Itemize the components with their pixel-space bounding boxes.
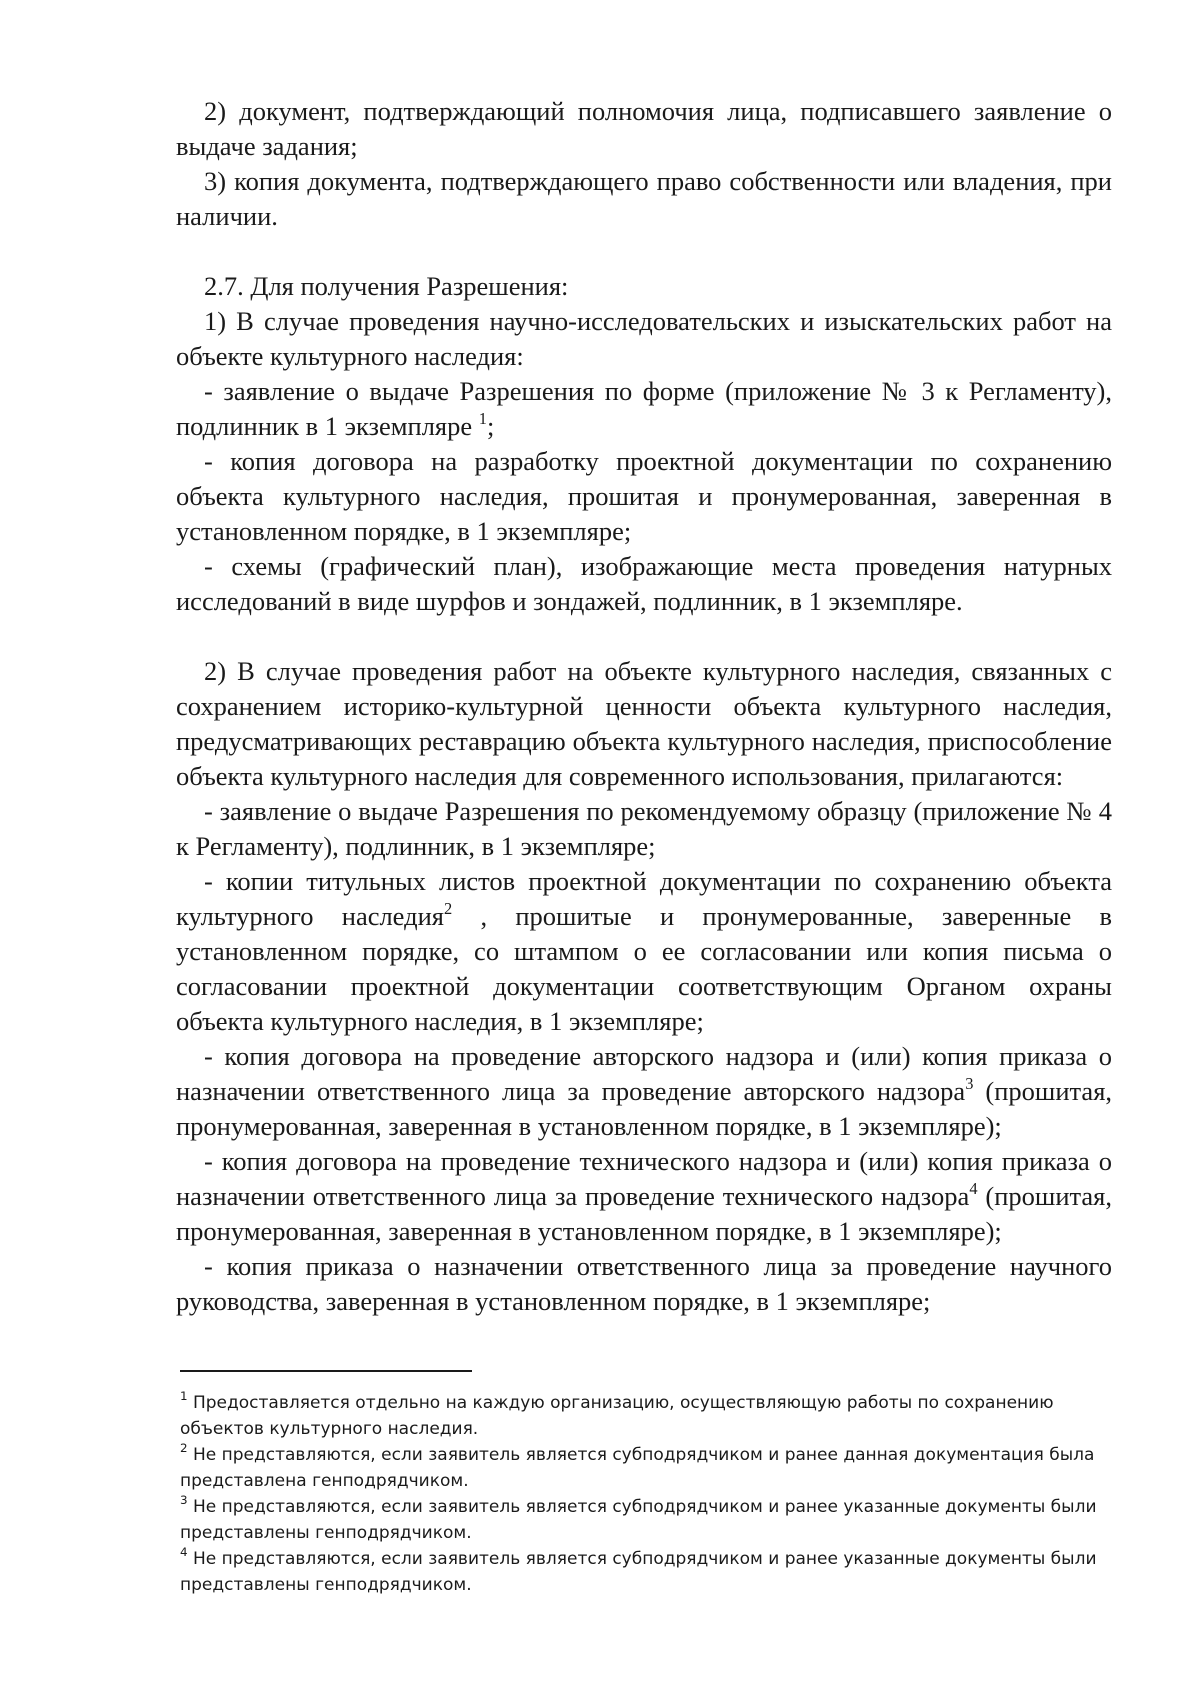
paragraph <box>176 164 1112 234</box>
paragraph-text: 1) В случае проведения научно-исследовательских и изыскательских работ на объекте культурного наследия: <box>176 306 1112 371</box>
footnote-mark: 4 <box>180 1545 188 1560</box>
paragraph-text: 2) В случае проведения работ на объекте культурного наследия, связанных с сохранением историко-культурной ценности объекта культурного наследия, предусматривающих реставрацию объекта культурного наследия, приспособление объекта культурного наследия для современного использования, прилагаются: <box>176 656 1112 791</box>
paragraph <box>176 654 1112 794</box>
paragraph-text-continued: , прошитые и пронумерованные, заверенные в установленном порядке, со штампом о ее согласовании или копия письма о согласовании проектной документации соответствующим Органом охраны объекта культурного наследия, в 1 экземпляре; <box>176 901 1112 1036</box>
footnote-reference: 1 <box>478 408 487 428</box>
paragraph-text: - копия договора на проведение технического надзора и (или) копия приказа о назначении ответственного лица за проведение технического надзора <box>176 1146 1112 1211</box>
footnote-reference: 2 <box>443 898 453 918</box>
paragraph-text-continued: (прошитая, пронумерованная, заверенная в установленном порядке, в 1 экземпляре); <box>176 1181 1112 1246</box>
paragraph-text: - копии титульных листов проектной документации по сохранению объекта культурного наследия <box>176 866 1112 931</box>
paragraph-text-continued: (прошитая, пронумерованная, заверенная в установленном порядке, в 1 экземпляре); <box>176 1076 1113 1141</box>
footnote-mark: 3 <box>180 1493 188 1508</box>
footnote-reference: 4 <box>969 1178 978 1198</box>
footnote <box>180 1442 1110 1494</box>
paragraph-text: - копия договора на проведение авторского надзора и (или) копия приказа о назначении ответственного лица за проведение авторского надзора <box>176 1041 1112 1106</box>
paragraph <box>176 444 1112 549</box>
footnote-text: Не представляются, если заявитель является субподрядчиком и ранее данная документация была представлена генподрядчиком. <box>180 1445 1095 1491</box>
paragraph <box>176 269 1112 304</box>
paragraph-text: 2) документ, подтверждающий полномочия лица, подписавшего заявление о выдаче задания; <box>176 96 1112 161</box>
paragraph <box>176 94 1112 164</box>
paragraph <box>176 549 1112 619</box>
footnote <box>180 1390 1110 1442</box>
footnote <box>180 1494 1110 1546</box>
footnote-text: Предоставляется отдельно на каждую организацию, осуществляющую работы по сохранению объектов культурного наследия. <box>180 1393 1054 1439</box>
footnote-mark: 2 <box>180 1441 188 1456</box>
paragraph <box>176 794 1112 864</box>
paragraph <box>176 1039 1112 1144</box>
paragraph <box>176 304 1112 374</box>
paragraph-text: - заявление о выдаче Разрешения по рекомендуемому образцу (приложение № 4 к Регламенту), подлинник, в 1 экземпляре; <box>176 796 1112 861</box>
paragraph-text: 2.7. Для получения Разрешения: <box>204 271 569 301</box>
footnote-text: Не представляются, если заявитель является субподрядчиком и ранее указанные документы были представлены генподрядчиком. <box>180 1549 1097 1595</box>
footnote-text: Не представляются, если заявитель является субподрядчиком и ранее указанные документы были представлены генподрядчиком. <box>180 1497 1097 1543</box>
body-text <box>176 94 1112 1319</box>
paragraph-text: - копия приказа о назначении ответственного лица за проведение научного руководства, заверенная в установленном порядке, в 1 экземпляре; <box>176 1251 1112 1316</box>
paragraph-text: - копия договора на разработку проектной документации по сохранению объекта культурного наследия, прошитая и пронумерованная, заверенная в установленном порядке, в 1 экземпляре; <box>176 446 1112 546</box>
paragraph <box>176 1249 1112 1319</box>
paragraph-text: - заявление о выдаче Разрешения по форме (приложение № 3 к Регламенту), подлинник в 1 экземпляре <box>176 376 1112 441</box>
footnotes <box>180 1390 1110 1598</box>
paragraph-text-continued: ; <box>486 411 495 441</box>
paragraph <box>176 1144 1112 1249</box>
footnote <box>180 1546 1110 1598</box>
paragraph <box>176 374 1112 444</box>
paragraph <box>176 864 1112 1039</box>
paragraph-text: 3) копия документа, подтверждающего право собственности или владения, при наличии. <box>176 166 1112 231</box>
footnote-mark: 1 <box>180 1389 188 1404</box>
paragraph-text: - схемы (графический план), изображающие места проведения натурных исследований в виде шурфов и зондажей, подлинник, в 1 экземпляре. <box>176 551 1112 616</box>
footnote-reference: 3 <box>965 1073 974 1093</box>
footnote-separator <box>180 1370 472 1372</box>
